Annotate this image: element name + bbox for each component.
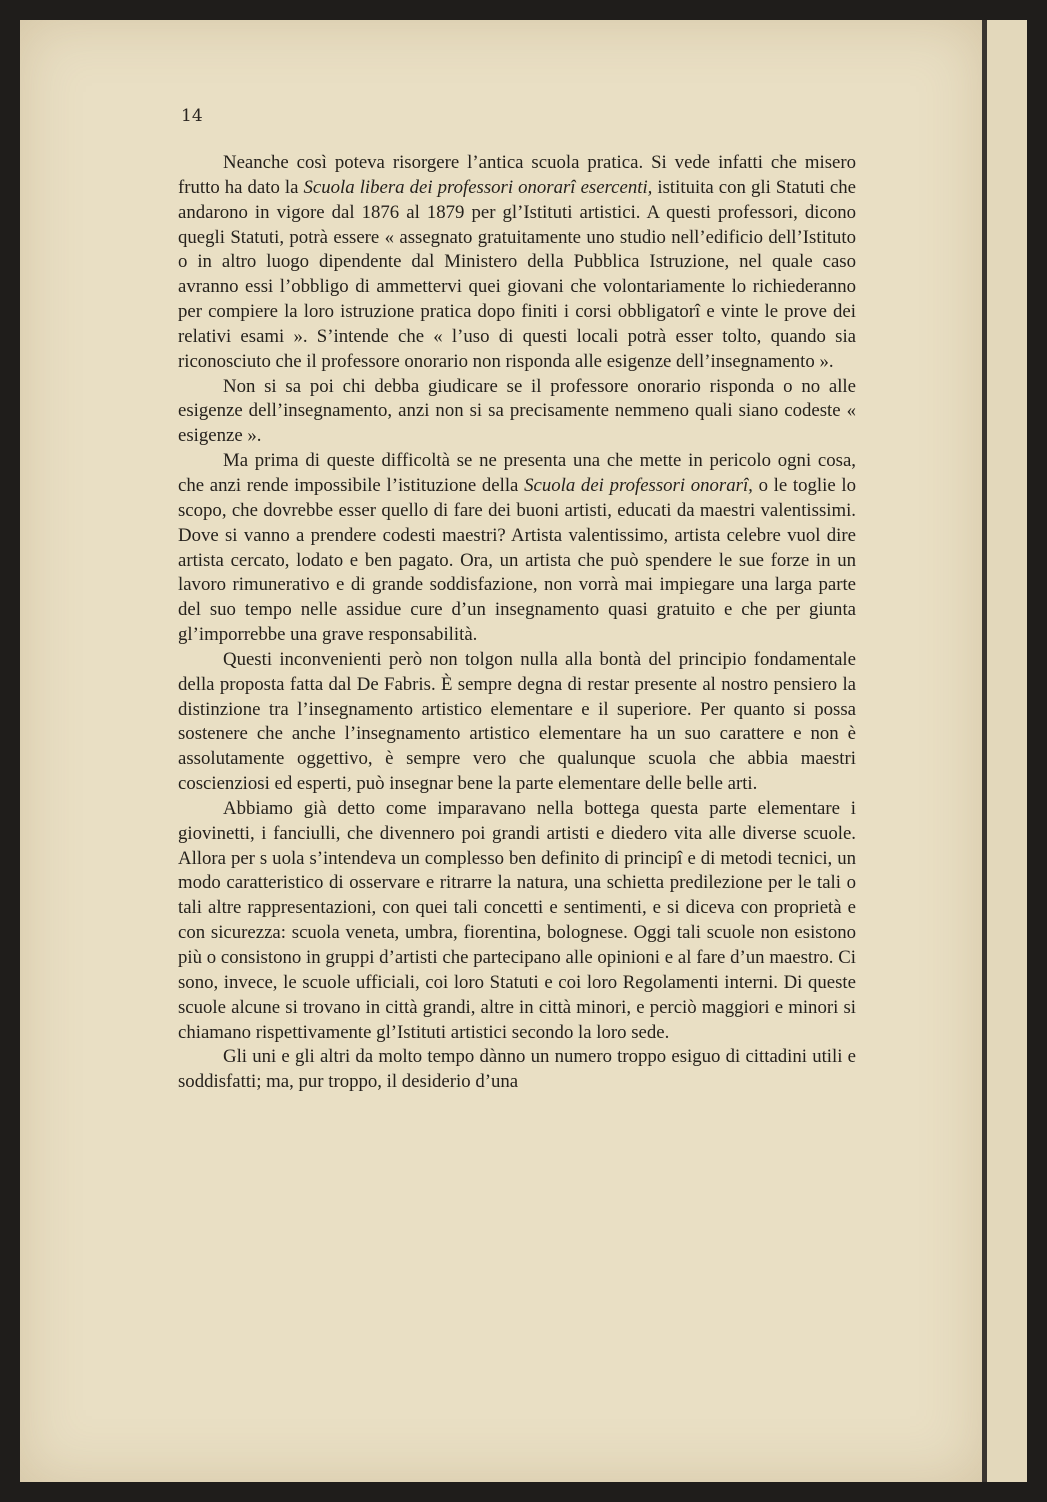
paragraph-2 (178, 375, 856, 450)
text-span: Abbiamo già detto come imparavano nella bottega questa parte elementare i giovinetti, i fanciulli, che divennero poi grandi artisti e diedero vita alle diverse scuole. Allora per s uola s’intendeva un complesso ben definito di principî e di metodi tecnici, un modo caratteristico di osservare e ritrarre la natura, una schietta predilezione per le tali o tali altre rappresentazioni, con quei tali concetti e sentimenti, e si diceva con proprietà e con sicurezza: scuola veneta, umbra, fiorentina, bolognese. Oggi tali scuole non esistono più o consistono in gruppi d’artisti che partecipano alle opinioni e al fare d’un maestro. Ci sono, invece, le scuole ufficiali, coi loro Statuti e coi loro Regolamenti interni. Di queste scuole alcune si trovano in città grandi, altre in città minori, e perciò maggiori e minori si chiamano rispettivamente gl’Istituti artistici secondo la loro sede. (178, 797, 856, 1043)
paragraph-1 (178, 151, 856, 375)
paragraph-3 (178, 449, 856, 648)
text-span: Neanche così poteva risorgere l’antica scuola pratica. Si vede infatti che misero frutto ha dato la (178, 152, 856, 198)
paragraph-6 (178, 1045, 856, 1095)
italic-title: Scuola libera dei professori onorarî esercenti, (303, 176, 653, 198)
text-span: o le toglie lo scopo, che dovrebbe esser quello di fare dei buoni artisti, educati da maestri valentissimi. Dove si vanno a prendere codesti maestri? Artista valentissimo, artista celebre vuol dire artista cercato, lodato e ben pagato. Ora, un artista che può spendere le sue forze in un lavoro rimunerativo e di grande soddisfazione, non vorrà mai impiegare una larga parte del suo tempo nelle assidue cure d’un insegnamento quasi gratuito e che per giunta gl’imporrebbe una grave responsabilità. (178, 474, 856, 646)
text-span: istituita con gli Statuti che andarono in vigore dal 1876 al 1879 per gl’Istituti artistici. A questi professori, dicono quegli Statuti, potrà essere « assegnato gratuitamente uno studio nell’edificio dell’Istituto o in altro luogo dipendente dal Ministero della Pubblica Istruzione, nel quale caso avranno essi l’obbligo di ammettervi quei giovani che volontariamente lo richiederanno per compiere la loro istruzione pratica dopo finiti i corsi obbligatorî e vinte le prove dei relativi esami ». S’intende che « l’uso di questi locali potrà esser tolto, quando sia riconosciuto che il professore onorario non risponda alle esigenze dell’insegnamento ». (178, 176, 856, 372)
text-span: Questi inconvenienti però non tolgon nulla alla bontà del principio fondamentale della proposta fatta dal De Fabris. È sempre degna di restar presente al nostro pensiero la distinzione tra l’insegnamento artistico elementare e il superiore. Per quanto si possa sostenere che anche l’insegnamento artistico elementare ha un suo carattere e non è assolutamente oggettivo, è sempre vero che qualunque scuola che abbia maestri coscienziosi ed esperti, può insegnar bene la parte elementare delle belle arti. (178, 648, 856, 795)
text-span: Ma prima di queste difficoltà se ne presenta una che mette in pericolo ogni cosa, che anzi rende impossibile l’istituzione della (178, 450, 856, 496)
text-span: Gli uni e gli altri da molto tempo dànno un numero troppo esiguo di cittadini utili e soddisfatti; ma, pur troppo, il desiderio d’una (178, 1046, 856, 1093)
page-number: 14 (181, 106, 203, 126)
adjacent-page-edge (987, 20, 1027, 1482)
italic-title: Scuola dei professori onorarî, (524, 474, 753, 496)
paragraph-4 (178, 648, 856, 797)
paragraph-5 (178, 797, 856, 1045)
text-span: Non si sa poi chi debba giudicare se il professore onorario risponda o no alle esigenze dell’insegnamento, anzi non si sa precisamente nemmeno quali siano codeste « esigenze ». (178, 375, 856, 447)
body-text (178, 151, 856, 1095)
